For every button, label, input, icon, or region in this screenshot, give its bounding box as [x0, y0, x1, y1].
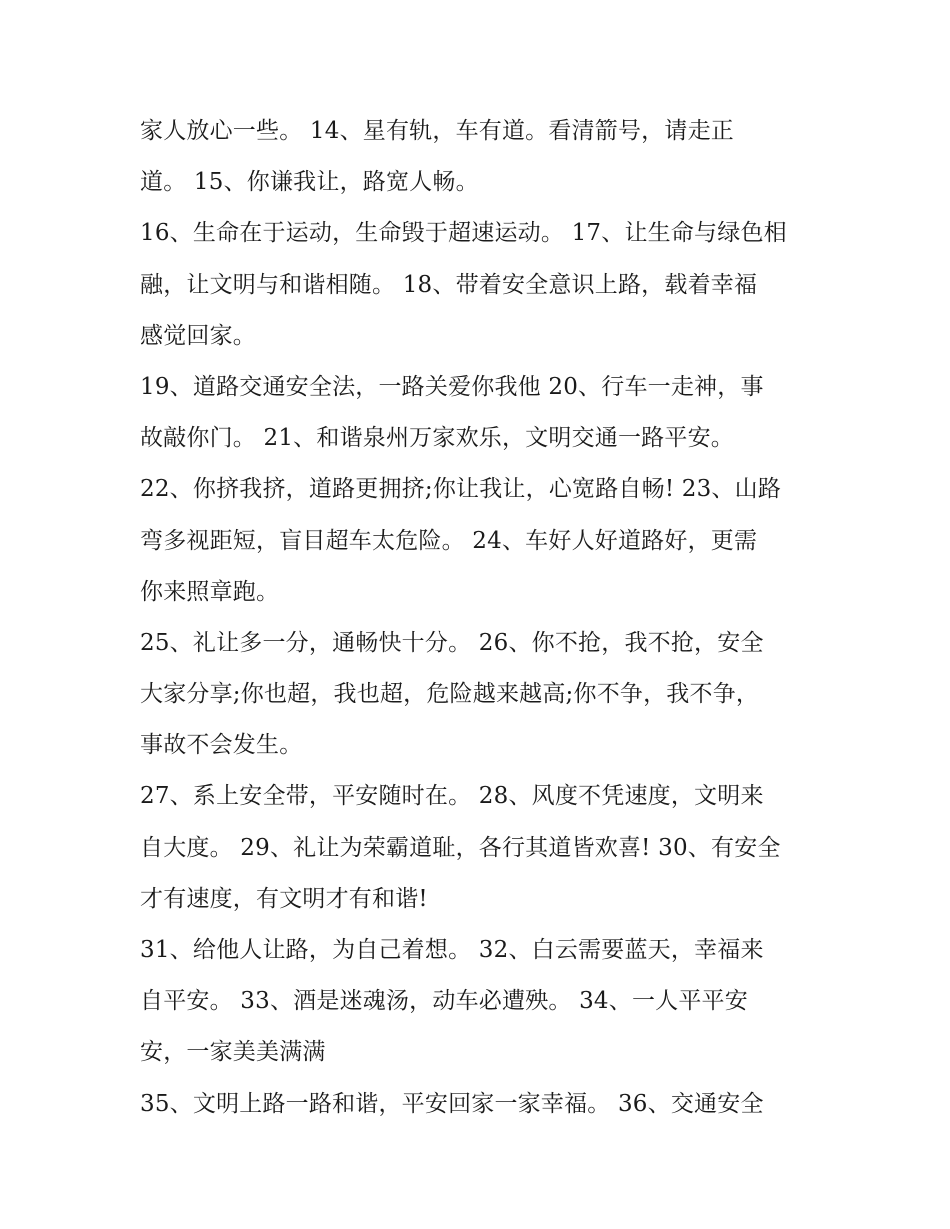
text-line-1: 家人放心一些。 14、星有轨，车有道。看清箭号，请走正 [140, 118, 734, 144]
text-line-3: 16、生命在于运动，生命毁于超速运动。 17、让生命与绿色相 [140, 220, 787, 247]
text-line-6: 19、道路交通安全法，一路关爱你我他 20、行车一走神，事 [140, 373, 764, 400]
text-line-4: 融，让文明与和谐相随。 18、带着安全意识上路，载着幸福 [140, 271, 758, 298]
text-line-10: 你来照章跑。 [140, 578, 280, 605]
text-line-5: 感觉回家。 [140, 322, 256, 349]
text-line-15: 自大度。 29、礼让为荣霸道耻，各行其道皆欢喜! 30、有安全 [140, 834, 781, 861]
text-line-13: 事故不会发生。 [140, 732, 303, 759]
text-line-7: 故敲你门。 21、和谐泉州万家欢乐，文明交通一路平安。 [140, 425, 734, 452]
text-line-18: 自平安。 33、酒是迷魂汤，动车必遭殃。 34、一人平平安 [140, 988, 748, 1015]
text-line-14: 27、系上安全带，平安随时在。 28、风度不凭速度，文明来 [140, 783, 764, 810]
text-line-16: 才有速度，有文明才有和谐! [140, 885, 428, 912]
text-line-11: 25、礼让多一分，通畅快十分。 26、你不抢，我不抢，安全 [140, 629, 764, 656]
text-line-9: 弯多视距短，盲目超车太危险。 24、车好人好道路好，更需 [140, 527, 758, 554]
text-line-19: 安，一家美美满满 [140, 1039, 326, 1066]
text-line-17: 31、给他人让路，为自己着想。 32、白云需要蓝天，幸福来 [140, 937, 764, 963]
text-line-12: 大家分享;你也超，我也超，危险越来越高;你不争，我不争， [140, 681, 760, 708]
text-line-20: 35、文明上路一路和谐，平安回家一家幸福。 36、交通安全 [140, 1090, 764, 1117]
document-body [140, 112, 840, 1136]
text-line-8: 22、你挤我挤，道路更拥挤;你让我让，心宽路自畅! 23、山路 [140, 476, 782, 503]
text-line-2: 道。 15、你谦我让，路宽人畅。 [140, 169, 479, 196]
